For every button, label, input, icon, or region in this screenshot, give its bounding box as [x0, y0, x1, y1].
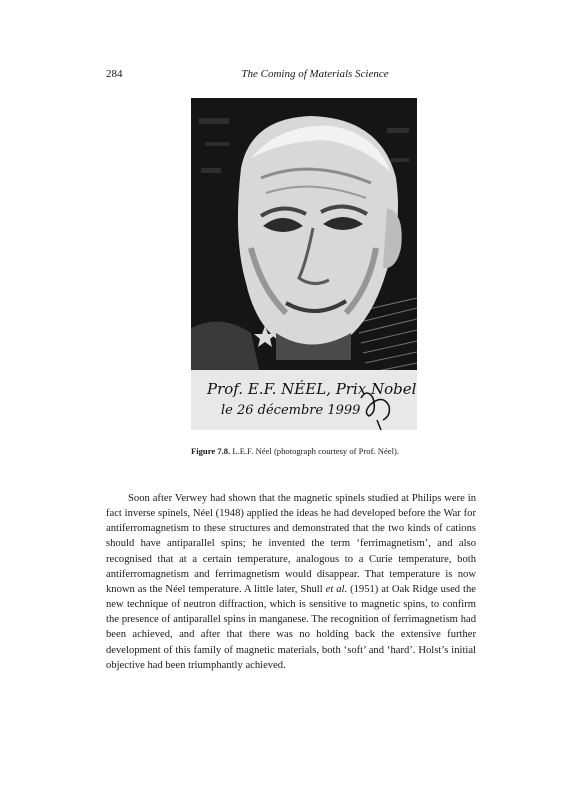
portrait-photo	[191, 98, 417, 430]
running-head: The Coming of Materials Science	[241, 68, 389, 80]
inscription-line2: le 26 décembre 1999	[221, 403, 361, 418]
figure-caption	[106, 446, 484, 456]
paragraph-part1: Soon after Verwey had shown that the magnetic spinels studied at Philips were in fact inverse spinels, Néel (1948) applied the ideas he had developed before the War for antiferromagnetism to these structures and demonstrated that the two kinds of cations should have antiparallel spins; he invented the term ‘ferrimagnetism’, and also recognised that at a certain temperature, analogous to a Curie temperature, both antiferromagnetism and ferrimagnetism would disappear. That temperature is now known as the Néel temperature. A little later, Shull	[106, 493, 476, 595]
caption-text: L.E.F. Néel (photograph courtesy of Prof. Néel).	[232, 446, 399, 456]
body-paragraph	[106, 491, 476, 673]
caption-label: Figure 7.8.	[191, 446, 231, 456]
inscription-line1: Prof. E.F. NÉEL, Prix Nobel	[207, 380, 417, 398]
paragraph-part2: (1951) at Oak Ridge used the new technique of neutron diffraction, which is sensitive to magnetic spins, to confirm the presence of antiparallel spins in manganese. The recognition of ferrimagnetism had been achieved, and after that there was no holding back the extensive further development of this family of magnetic materials, both ‘soft’ and ‘hard’. Holst’s initial objective had been triumphantly achieved.	[106, 583, 476, 671]
paragraph-etal: et al.	[325, 583, 348, 595]
page-number: 284	[106, 68, 123, 80]
